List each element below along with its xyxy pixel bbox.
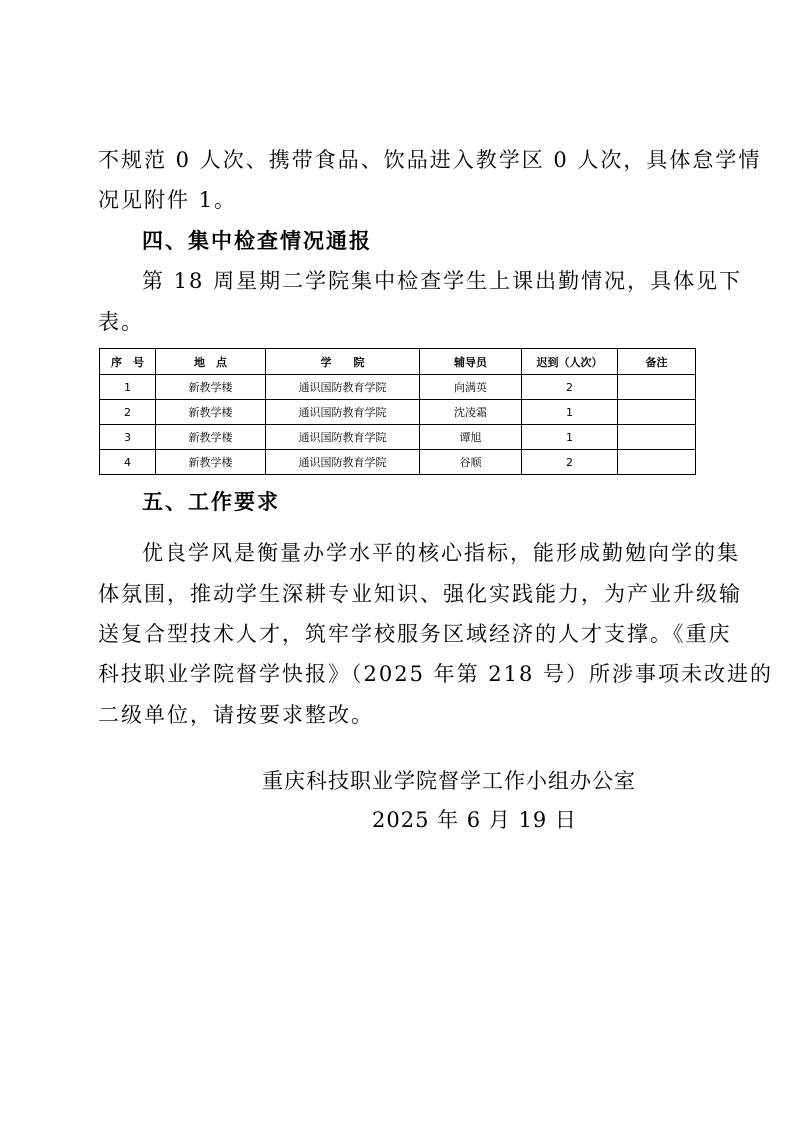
cell-seq: 3 — [100, 425, 156, 450]
body-text-line: 科技职业学院督学快报》（2025 年第 218 号）所涉事项未改进的 — [98, 662, 774, 686]
section-heading-4: 四、集中检查情况通报 — [142, 229, 372, 253]
body-text-line: 二级单位，请按要求整改。 — [98, 703, 374, 727]
cell-seq: 1 — [100, 375, 156, 400]
cell-counselor: 谷顺 — [420, 450, 522, 475]
cell-college: 通识国防教育学院 — [266, 400, 420, 425]
signature-org: 重庆科技职业学院督学工作小组办公室 — [262, 769, 636, 793]
cell-counselor: 向满英 — [420, 375, 522, 400]
table-row — [100, 375, 696, 400]
cell-college: 通识国防教育学院 — [266, 425, 420, 450]
cell-late-count: 1 — [522, 400, 618, 425]
header-remarks: 备注 — [618, 349, 696, 375]
cell-seq: 2 — [100, 400, 156, 425]
cell-remarks — [618, 400, 696, 425]
cell-late-count: 2 — [522, 375, 618, 400]
cell-counselor: 谭旭 — [420, 425, 522, 450]
body-text-line: 况见附件 1。 — [98, 188, 238, 212]
cell-seq: 4 — [100, 450, 156, 475]
cell-college: 通识国防教育学院 — [266, 375, 420, 400]
cell-counselor: 沈凌霜 — [420, 400, 522, 425]
body-text-line: 送复合型技术人才，筑牢学校服务区域经济的人才支撑。《重庆 — [98, 622, 732, 646]
header-location: 地 点 — [156, 349, 266, 375]
body-text-line: 体氛围，推动学生深耕专业知识、强化实践能力，为产业升级输 — [98, 582, 742, 606]
header-late-count: 迟到（人次） — [522, 349, 618, 375]
body-text-line: 第 18 周星期二学院集中检查学生上课出勤情况，具体见下 — [142, 269, 743, 293]
cell-location: 新教学楼 — [156, 400, 266, 425]
body-text-line: 表。 — [98, 310, 144, 334]
header-college: 学 院 — [266, 349, 420, 375]
cell-late-count: 1 — [522, 425, 618, 450]
cell-remarks — [618, 450, 696, 475]
section-heading-5: 五、工作要求 — [142, 490, 280, 514]
table-row — [100, 400, 696, 425]
cell-college: 通识国防教育学院 — [266, 450, 420, 475]
table-row — [100, 425, 696, 450]
body-text-line: 优良学风是衡量办学水平的核心指标，能形成勤勉向学的集 — [142, 541, 740, 565]
table-header-row — [100, 349, 696, 375]
cell-late-count: 2 — [522, 450, 618, 475]
cell-remarks — [618, 375, 696, 400]
attendance-table — [99, 348, 696, 475]
cell-location: 新教学楼 — [156, 375, 266, 400]
cell-location: 新教学楼 — [156, 425, 266, 450]
body-text-line: 不规范 0 人次、携带食品、饮品进入教学区 0 人次，具体怠学情 — [98, 148, 762, 172]
header-counselor: 辅导员 — [420, 349, 522, 375]
table-row — [100, 450, 696, 475]
header-seq: 序 号 — [100, 349, 156, 375]
cell-remarks — [618, 425, 696, 450]
cell-location: 新教学楼 — [156, 450, 266, 475]
signature-date: 2025 年 6 月 19 日 — [372, 808, 577, 832]
